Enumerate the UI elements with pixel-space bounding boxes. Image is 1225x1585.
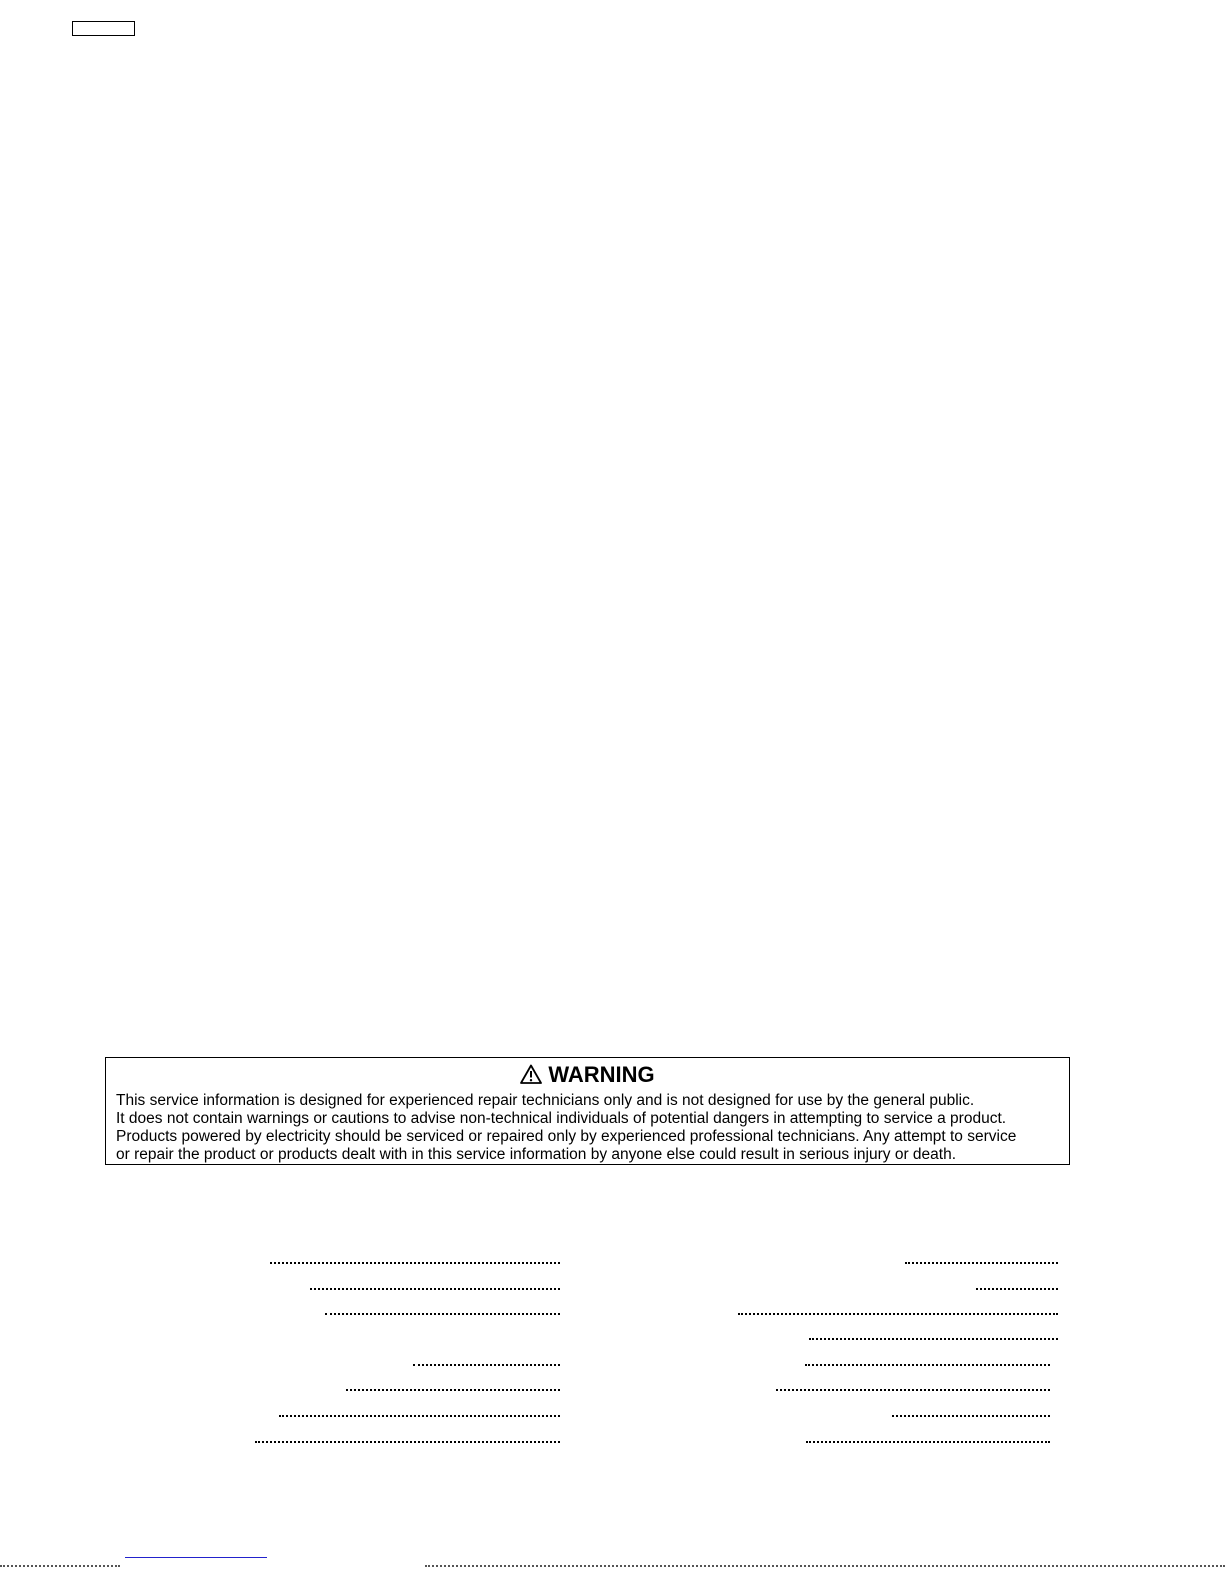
toc-leader-left-6 (279, 1415, 560, 1417)
warning-heading (116, 1062, 1059, 1090)
warning-box (105, 1057, 1070, 1165)
toc-leader-left-1 (270, 1262, 560, 1264)
footer-rule-left (0, 1565, 120, 1567)
toc-leader-right-7 (892, 1415, 1050, 1417)
warning-line-4: or repair the product or products dealt with in this service information by anyone else could result in serious injury or death. (116, 1146, 957, 1163)
toc-leader-left-7 (255, 1441, 560, 1443)
toc-leader-right-1 (905, 1262, 1058, 1264)
toc-leader-left-3 (325, 1313, 560, 1315)
toc-leader-right-3 (738, 1313, 1058, 1315)
model-number-box (72, 21, 135, 36)
warning-line-1: This service information is designed for experienced repair technicians only and is not designed for use by the general public. (116, 1092, 975, 1109)
warning-line-2: It does not contain warnings or cautions to advise non-technical individuals of potential dangers in attempting to service a product. (116, 1110, 1007, 1127)
toc-leader-right-5 (805, 1364, 1050, 1366)
toc-leader-left-4 (413, 1364, 560, 1366)
toc-leader-right-2 (976, 1288, 1058, 1290)
warning-line-3: Products powered by electricity should be serviced or repaired only by experienced professional technicians. Any attempt to service (116, 1128, 1017, 1145)
footer-rule-right (425, 1565, 1225, 1567)
toc-leader-right-6 (776, 1389, 1050, 1391)
warning-title: WARNING (548, 1062, 655, 1087)
toc-leader-right-4 (809, 1338, 1058, 1340)
toc-leader-left-5 (346, 1389, 560, 1391)
toc-leader-left-2 (310, 1288, 560, 1290)
toc-leader-right-8 (806, 1441, 1050, 1443)
footer-link-underline (125, 1557, 267, 1558)
warning-triangle-icon (520, 1064, 542, 1090)
